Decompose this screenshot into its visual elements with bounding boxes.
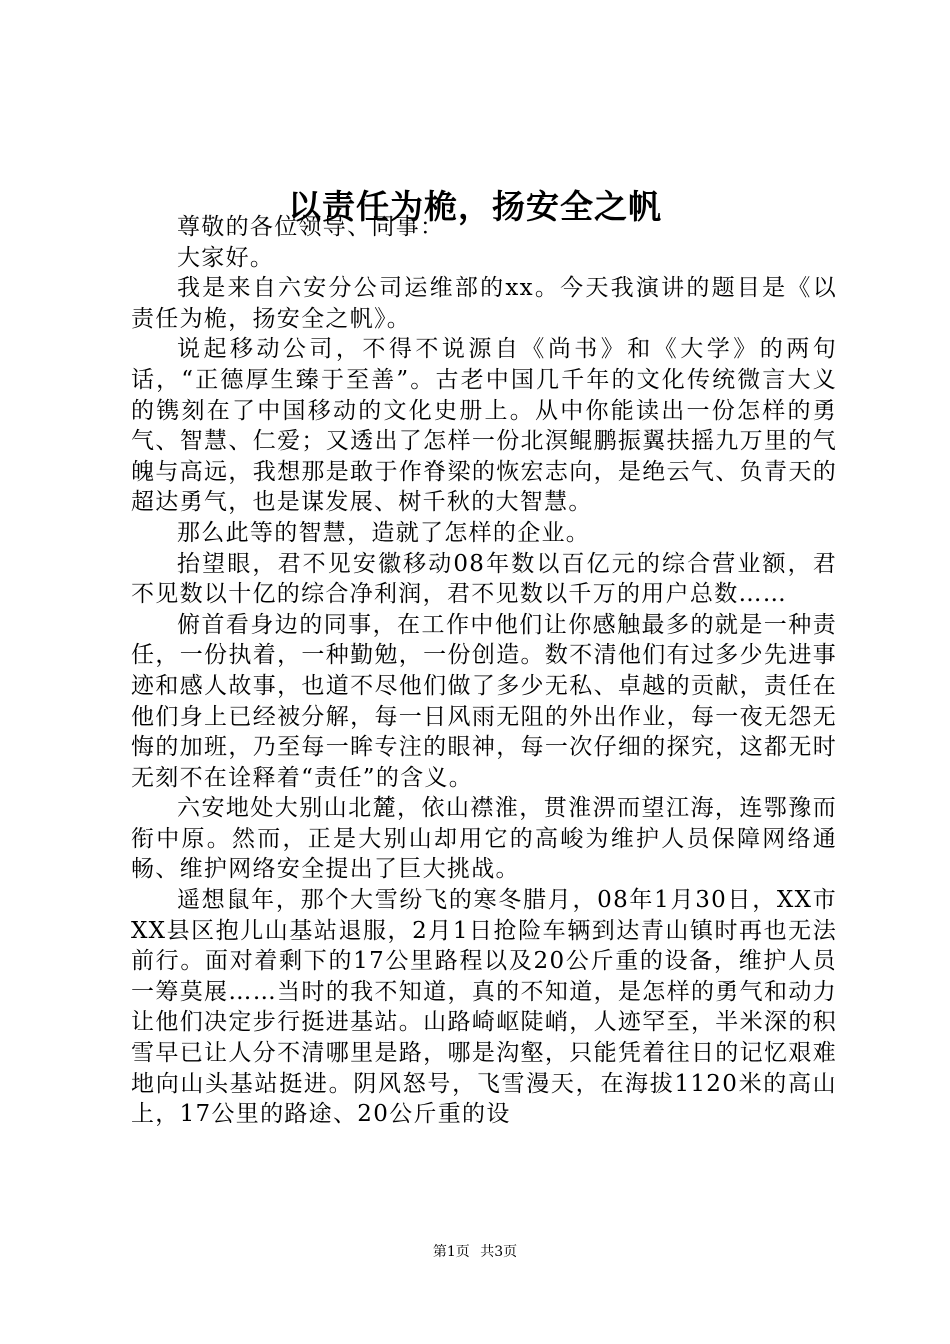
- page-total: 共3页: [480, 1244, 518, 1260]
- paragraph: 我是来自六安分公司运维部的xx。今天我演讲的题目是《以责任为桅，扬安全之帆》。: [131, 275, 837, 332]
- paragraph: 大家好。: [177, 244, 275, 271]
- paragraph: 六安地处大别山北麓，依山襟淮，贯淮淠而望江海，连鄂豫而衔中原。然而，正是大别山却用它的高峻为维护人员保障网络通畅、维护网络安全提出了巨大挑战。: [131, 795, 837, 883]
- paragraph: 抬望眼，君不见安徽移动08年数以百亿元的综合营业额，君不见数以十亿的综合净利润，君不见数以千万的用户总数……: [131, 550, 837, 608]
- paragraph: 俯首看身边的同事，在工作中他们让你感触最多的就是一种责任，一份执着，一种勤勉，一份创造。数不清他们有过多少先进事迹和感人故事，也道不尽他们做了多少无私、卓越的贡献，责任在他们身上已经被分解，每一日风雨无阻的外出作业，每一夜无怨无悔的加班，乃至每一眸专注的眼神，每一次仔细的探究，这都无时无刻不在诠释着“责任”的含义。: [131, 611, 837, 791]
- paragraph: 尊敬的各位领导、同事：: [177, 214, 445, 240]
- paragraph: 遥想鼠年，那个大雪纷飞的寒冬腊月，08年1月30日，XX市XX县区抱儿山基站退服，2月1日抢险车辆到达青山镇时再也无法前行。面对着剩下的17公里路程以及20公斤重的设备，维护人员一筹莫展……当时的我不知道，真的不知道，是怎样的勇气和动力让他们决定步行挺进基站。山路崎岖陡峭，人迹罕至，半米深的积雪早已让人分不清哪里是路，哪是沟壑，只能凭着往日的记忆艰难地向山头基站挺进。阴风怒号，飞雪漫天，在海拔1120米的高山上，17公里的路途、20公斤重的设: [131, 887, 837, 1128]
- page-number: 第1页: [432, 1244, 470, 1260]
- document-title: 以责任为桅，扬安全之帆: [288, 187, 662, 226]
- document-body: [131, 212, 837, 1130]
- paragraph: 那么此等的智慧，造就了怎样的企业。: [177, 519, 591, 546]
- page-footer: [0, 1241, 950, 1261]
- paragraph: 说起移动公司，不得不说源自《尚书》和《大学》的两句话，“正德厚生臻于至善”。古老中国几千年的文化传统微言大义的镌刻在了中国移动的文化史册上。从中你能读出一份怎样的勇气、智慧、仁爱；又透出了怎样一份北溟鲲鹏振翼扶摇九万里的气魄与高远，我想那是敢于作脊梁的恢宏志向，是绝云气、负青天的超达勇气，也是谋发展、树千秋的大智慧。: [131, 336, 837, 516]
